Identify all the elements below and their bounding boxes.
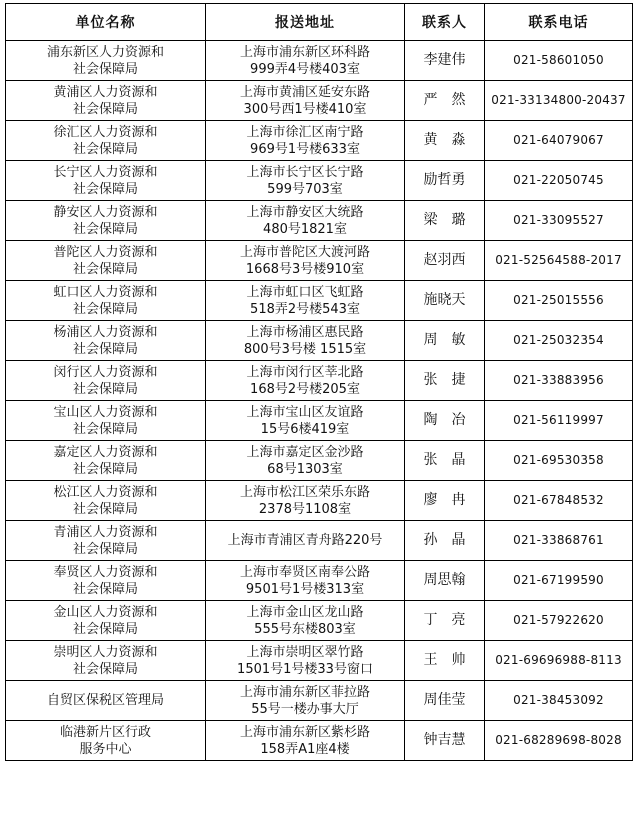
- contact-cell: [405, 281, 485, 321]
- contact-cell: [405, 41, 485, 81]
- phone-cell-text: 021-33134800-20437: [491, 93, 626, 107]
- address-cell-line: 555号东楼803室: [254, 621, 356, 637]
- contact-cell-text: 周佳莹: [423, 692, 466, 708]
- unit-cell-line: 杨浦区人力资源和: [53, 324, 158, 340]
- phone-cell-text: 021-68289698-8028: [495, 733, 622, 747]
- contact-cell-text: 梁 璐: [423, 212, 466, 228]
- phone-cell: [485, 241, 633, 281]
- contact-cell: [405, 241, 485, 281]
- address-cell: [206, 641, 405, 681]
- table-row: [6, 361, 633, 401]
- address-cell: [206, 681, 405, 721]
- address-cell-line: 上海市闵行区莘北路: [246, 364, 364, 380]
- address-cell: [206, 81, 405, 121]
- phone-cell: [485, 441, 633, 481]
- contact-cell-text: 周思翰: [423, 572, 466, 588]
- unit-cell: [6, 561, 206, 601]
- address-cell-line: 上海市浦东新区紫杉路: [239, 724, 370, 740]
- address-cell-line: 上海市嘉定区金沙路: [246, 444, 364, 460]
- contact-cell: [405, 561, 485, 601]
- unit-cell: [6, 361, 206, 401]
- address-cell: [206, 161, 405, 201]
- address-cell-line: 上海市青浦区青舟路220号: [227, 533, 383, 548]
- table-row: [6, 721, 633, 761]
- table-row: [6, 401, 633, 441]
- contact-cell: [405, 521, 485, 561]
- table-body: [6, 41, 633, 761]
- contact-cell-text: 周 敏: [423, 332, 466, 348]
- address-cell-line: 800号3号楼 1515室: [243, 341, 367, 357]
- address-cell: [206, 521, 405, 561]
- table-row: [6, 321, 633, 361]
- phone-cell-text: 021-38453092: [513, 693, 604, 707]
- phone-cell-text: 021-33883956: [513, 373, 604, 387]
- unit-cell: [6, 201, 206, 241]
- phone-cell: [485, 641, 633, 681]
- phone-cell-text: 021-67848532: [513, 493, 604, 507]
- address-cell-line: 上海市奉贤区南奉公路: [239, 564, 370, 580]
- unit-cell: [6, 401, 206, 441]
- address-cell: [206, 241, 405, 281]
- phone-cell: [485, 121, 633, 161]
- contact-cell: [405, 201, 485, 241]
- phone-cell: [485, 681, 633, 721]
- unit-cell: [6, 161, 206, 201]
- contact-cell-text: 廖 冉: [423, 492, 466, 508]
- unit-cell-line: 社会保障局: [72, 621, 138, 637]
- table-row: [6, 481, 633, 521]
- contact-cell-text: 孙 晶: [423, 532, 466, 548]
- contact-cell: [405, 161, 485, 201]
- contact-cell: [405, 681, 485, 721]
- contact-cell-text: 张 捷: [423, 372, 466, 388]
- phone-cell: [485, 361, 633, 401]
- address-cell: [206, 321, 405, 361]
- header-address: 报送地址: [206, 4, 405, 41]
- contact-sheet: [5, 3, 632, 761]
- address-cell-line: 68号1303室: [267, 461, 343, 477]
- unit-cell-line: 社会保障局: [72, 221, 138, 237]
- phone-cell: [485, 601, 633, 641]
- unit-cell-line: 松江区人力资源和: [53, 484, 158, 500]
- unit-cell-line: 虹口区人力资源和: [53, 284, 158, 300]
- unit-cell: [6, 721, 206, 761]
- contact-cell-text: 王 帅: [423, 652, 466, 668]
- unit-cell: [6, 121, 206, 161]
- address-cell-line: 518弄2号楼543室: [250, 301, 360, 317]
- unit-cell-line: 社会保障局: [72, 541, 138, 557]
- phone-cell: [485, 561, 633, 601]
- address-cell-line: 上海市黄浦区延安东路: [239, 84, 370, 100]
- contact-cell: [405, 121, 485, 161]
- address-cell-line: 上海市长宁区长宁路: [246, 164, 364, 180]
- unit-cell-line: 徐汇区人力资源和: [53, 124, 158, 140]
- address-cell: [206, 561, 405, 601]
- phone-cell-text: 021-33868761: [513, 533, 604, 547]
- phone-cell: [485, 281, 633, 321]
- unit-cell: [6, 681, 206, 721]
- unit-cell-line: 社会保障局: [72, 341, 138, 357]
- address-cell: [206, 281, 405, 321]
- table-row: [6, 521, 633, 561]
- unit-cell-line: 社会保障局: [72, 61, 138, 77]
- phone-cell: [485, 401, 633, 441]
- table-row: [6, 441, 633, 481]
- address-cell-line: 969号1号楼633室: [250, 141, 360, 157]
- unit-cell-line: 静安区人力资源和: [53, 204, 158, 220]
- address-cell: [206, 121, 405, 161]
- address-cell-line: 999弄4号楼403室: [250, 61, 360, 77]
- contact-table: [5, 3, 633, 761]
- unit-cell: [6, 281, 206, 321]
- unit-cell: [6, 521, 206, 561]
- unit-cell: [6, 441, 206, 481]
- address-cell: [206, 601, 405, 641]
- phone-cell-text: 021-25015556: [513, 293, 604, 307]
- contact-cell-text: 丁 亮: [423, 612, 466, 628]
- address-cell: [206, 401, 405, 441]
- phone-cell-text: 021-64079067: [513, 133, 604, 147]
- phone-cell: [485, 41, 633, 81]
- address-cell-line: 1668号3号楼910室: [245, 261, 365, 277]
- address-cell-line: 1501号1号楼33号窗口: [237, 661, 373, 677]
- address-cell-line: 2378号1108室: [258, 501, 352, 517]
- unit-cell: [6, 481, 206, 521]
- address-cell-line: 上海市虹口区飞虹路: [246, 284, 364, 300]
- address-cell-line: 上海市杨浦区惠民路: [246, 324, 364, 340]
- phone-cell-text: 021-56119997: [513, 413, 604, 427]
- unit-cell-line: 黄浦区人力资源和: [53, 84, 158, 100]
- phone-cell-text: 021-69530358: [513, 453, 604, 467]
- phone-cell-text: 021-25032354: [513, 333, 604, 347]
- address-cell-line: 上海市徐汇区南宁路: [246, 124, 364, 140]
- phone-cell-text: 021-33095527: [513, 213, 604, 227]
- address-cell-line: 9501号1号楼313室: [245, 581, 365, 597]
- address-cell: [206, 721, 405, 761]
- address-cell-line: 480号1821室: [263, 221, 347, 237]
- table-row: [6, 561, 633, 601]
- phone-cell: [485, 321, 633, 361]
- contact-cell-text: 严 然: [423, 92, 466, 108]
- address-cell-line: 上海市金山区龙山路: [246, 604, 364, 620]
- unit-cell-line: 社会保障局: [72, 101, 138, 117]
- contact-cell: [405, 441, 485, 481]
- unit-cell-line: 宝山区人力资源和: [53, 404, 158, 420]
- header-contact: 联系人: [405, 4, 485, 41]
- address-cell: [206, 361, 405, 401]
- unit-cell-line: 临港新片区行政: [59, 724, 151, 740]
- contact-cell: [405, 361, 485, 401]
- contact-cell-text: 赵羽西: [423, 252, 466, 268]
- unit-cell-line: 社会保障局: [72, 381, 138, 397]
- contact-cell: [405, 721, 485, 761]
- unit-cell: [6, 41, 206, 81]
- unit-cell-line: 崇明区人力资源和: [53, 644, 158, 660]
- contact-cell-text: 张 晶: [423, 452, 466, 468]
- unit-cell-line: 长宁区人力资源和: [53, 164, 158, 180]
- unit-cell-line: 自贸区保税区管理局: [46, 693, 164, 708]
- address-cell-line: 上海市普陀区大渡河路: [239, 244, 370, 260]
- unit-cell-line: 嘉定区人力资源和: [53, 444, 158, 460]
- table-row: [6, 201, 633, 241]
- unit-cell-line: 社会保障局: [72, 301, 138, 317]
- unit-cell: [6, 241, 206, 281]
- contact-cell-text: 励哲勇: [423, 172, 466, 188]
- phone-cell-text: 021-67199590: [513, 573, 604, 587]
- contact-cell: [405, 641, 485, 681]
- contact-cell-text: 施晓天: [423, 292, 466, 308]
- address-cell-line: 15号6楼419室: [260, 421, 350, 437]
- unit-cell-line: 社会保障局: [72, 501, 138, 517]
- table-row: [6, 81, 633, 121]
- address-cell-line: 上海市浦东新区菲拉路: [239, 684, 370, 700]
- address-cell-line: 158弄A1座4楼: [260, 741, 350, 757]
- address-cell-line: 300号西1号楼410室: [243, 101, 367, 117]
- table-row: [6, 601, 633, 641]
- phone-cell-text: 021-69696988-8113: [495, 653, 622, 667]
- address-cell: [206, 41, 405, 81]
- unit-cell-line: 社会保障局: [72, 461, 138, 477]
- address-cell-line: 上海市静安区大统路: [246, 204, 364, 220]
- unit-cell-line: 社会保障局: [72, 661, 138, 677]
- contact-cell-text: 黄 淼: [423, 132, 466, 148]
- unit-cell-line: 社会保障局: [72, 141, 138, 157]
- contact-cell: [405, 481, 485, 521]
- contact-cell: [405, 401, 485, 441]
- contact-cell-text: 陶 冶: [423, 412, 466, 428]
- unit-cell-line: 浦东新区人力资源和: [46, 44, 164, 60]
- unit-cell-line: 服务中心: [79, 741, 132, 757]
- phone-cell: [485, 161, 633, 201]
- unit-cell-line: 社会保障局: [72, 261, 138, 277]
- phone-cell-text: 021-52564588-2017: [495, 253, 622, 267]
- unit-cell: [6, 641, 206, 681]
- unit-cell-line: 社会保障局: [72, 581, 138, 597]
- header-unit: 单位名称: [6, 4, 206, 41]
- address-cell: [206, 441, 405, 481]
- phone-cell-text: 021-58601050: [513, 53, 604, 67]
- contact-cell-text: 李建伟: [423, 52, 466, 68]
- table-row: [6, 161, 633, 201]
- unit-cell-line: 普陀区人力资源和: [53, 244, 158, 260]
- phone-cell: [485, 201, 633, 241]
- unit-cell-line: 社会保障局: [72, 421, 138, 437]
- address-cell-line: 599号703室: [267, 181, 343, 197]
- address-cell-line: 55号一楼办事大厅: [251, 701, 359, 717]
- unit-cell-line: 社会保障局: [72, 181, 138, 197]
- contact-cell-text: 钟吉慧: [423, 732, 466, 748]
- address-cell-line: 上海市松江区荣乐东路: [239, 484, 370, 500]
- address-cell-line: 上海市浦东新区环科路: [239, 44, 370, 60]
- table-row: [6, 121, 633, 161]
- table-row: [6, 681, 633, 721]
- address-cell-line: 168号2号楼205室: [250, 381, 360, 397]
- address-cell-line: 上海市宝山区友谊路: [246, 404, 364, 420]
- contact-cell: [405, 601, 485, 641]
- phone-cell: [485, 721, 633, 761]
- contact-cell: [405, 81, 485, 121]
- address-cell: [206, 481, 405, 521]
- phone-cell: [485, 81, 633, 121]
- unit-cell-line: 奉贤区人力资源和: [53, 564, 158, 580]
- address-cell-line: 上海市崇明区翠竹路: [246, 644, 364, 660]
- unit-cell: [6, 321, 206, 361]
- unit-cell: [6, 601, 206, 641]
- contact-cell: [405, 321, 485, 361]
- unit-cell-line: 青浦区人力资源和: [53, 524, 158, 540]
- header-phone: 联系电话: [485, 4, 633, 41]
- table-row: [6, 241, 633, 281]
- phone-cell: [485, 481, 633, 521]
- address-cell: [206, 201, 405, 241]
- unit-cell-line: 金山区人力资源和: [53, 604, 158, 620]
- table-row: [6, 41, 633, 81]
- phone-cell-text: 021-57922620: [513, 613, 604, 627]
- table-row: [6, 281, 633, 321]
- unit-cell: [6, 81, 206, 121]
- phone-cell: [485, 521, 633, 561]
- table-row: [6, 641, 633, 681]
- unit-cell-line: 闵行区人力资源和: [53, 364, 158, 380]
- phone-cell-text: 021-22050745: [513, 173, 604, 187]
- header-row: [6, 4, 633, 41]
